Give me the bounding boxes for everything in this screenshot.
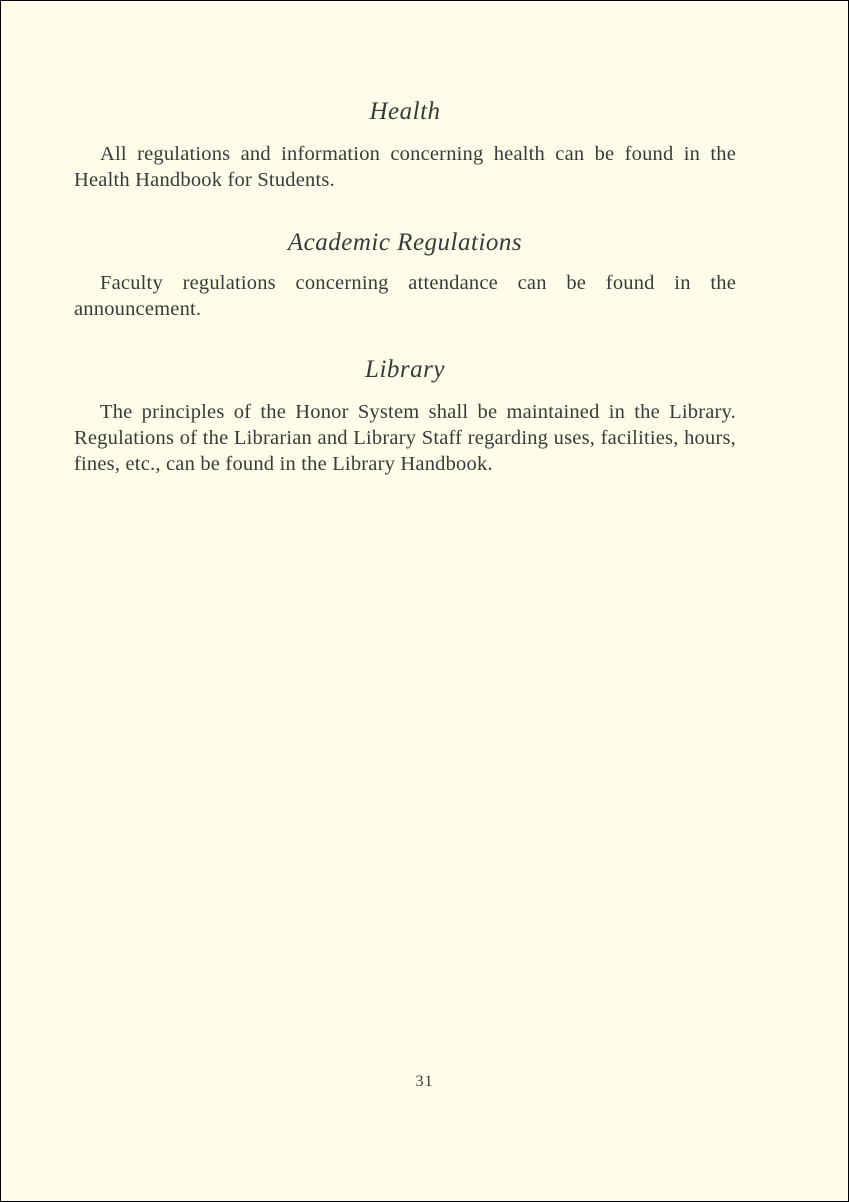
section-academic-regulations	[74, 226, 736, 322]
section-heading-health: Health	[369, 98, 441, 125]
section-health	[74, 95, 736, 193]
section-body-library: The principles of the Honor System shall be maintained in the Library. Regulations of the Librarian and Library Staff regarding uses, facilities, hours, fines, etc., can be found in the Library Handbook.	[74, 401, 736, 475]
section-heading-academic-regulations: Academic Regulations	[287, 229, 523, 256]
section-body-health: All regulations and information concerning health can be found in the Health Handbook for Students.	[74, 143, 736, 191]
page-content	[74, 95, 736, 477]
section-heading-library: Library	[365, 356, 445, 383]
section-body-academic-regulations: Faculty regulations concerning attendance can be found in the announcement.	[74, 272, 736, 320]
page-number: 31	[415, 1073, 434, 1090]
section-library	[74, 353, 736, 477]
